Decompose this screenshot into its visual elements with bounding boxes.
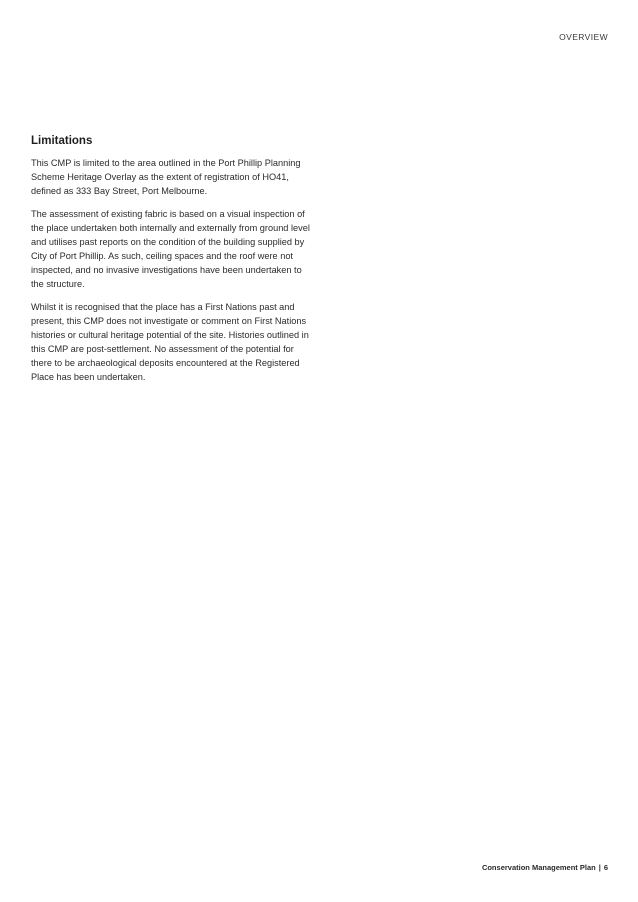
footer-separator: | bbox=[598, 863, 601, 872]
running-header-section-label: OVERVIEW bbox=[559, 32, 608, 42]
limitations-section bbox=[31, 135, 315, 393]
section-heading: Limitations bbox=[31, 135, 93, 147]
footer-document-title: Conservation Management Plan bbox=[481, 863, 596, 872]
running-footer bbox=[482, 863, 608, 872]
paragraph-scope: This CMP is limited to the area outlined in the Port Phillip Planning Scheme Heritage Overlay as the extent of registration of HO41, defined as 333 Bay Street, Port Melbourne. bbox=[31, 158, 301, 196]
paragraph-first-nations: Whilst it is recognised that the place has a First Nations past and present, this CMP does not investigate or comment on First Nations histories or cultural heritage potential of the site. Histories outlined in this CMP are post-settlement. No assessment of the potential for there to be archaeological deposits encountered at the Registered Place has been undertaken. bbox=[31, 302, 309, 382]
footer-page-number: 6 bbox=[603, 863, 608, 872]
paragraph-fabric-assessment: The assessment of existing fabric is based on a visual inspection of the place undertaken both internally and externally from ground level and utilises past reports on the condition of the building supplied by City of Port Phillip. As such, ceiling spaces and the roof were not inspected, and no invasive investigations have been undertaken to the structure. bbox=[31, 209, 310, 289]
